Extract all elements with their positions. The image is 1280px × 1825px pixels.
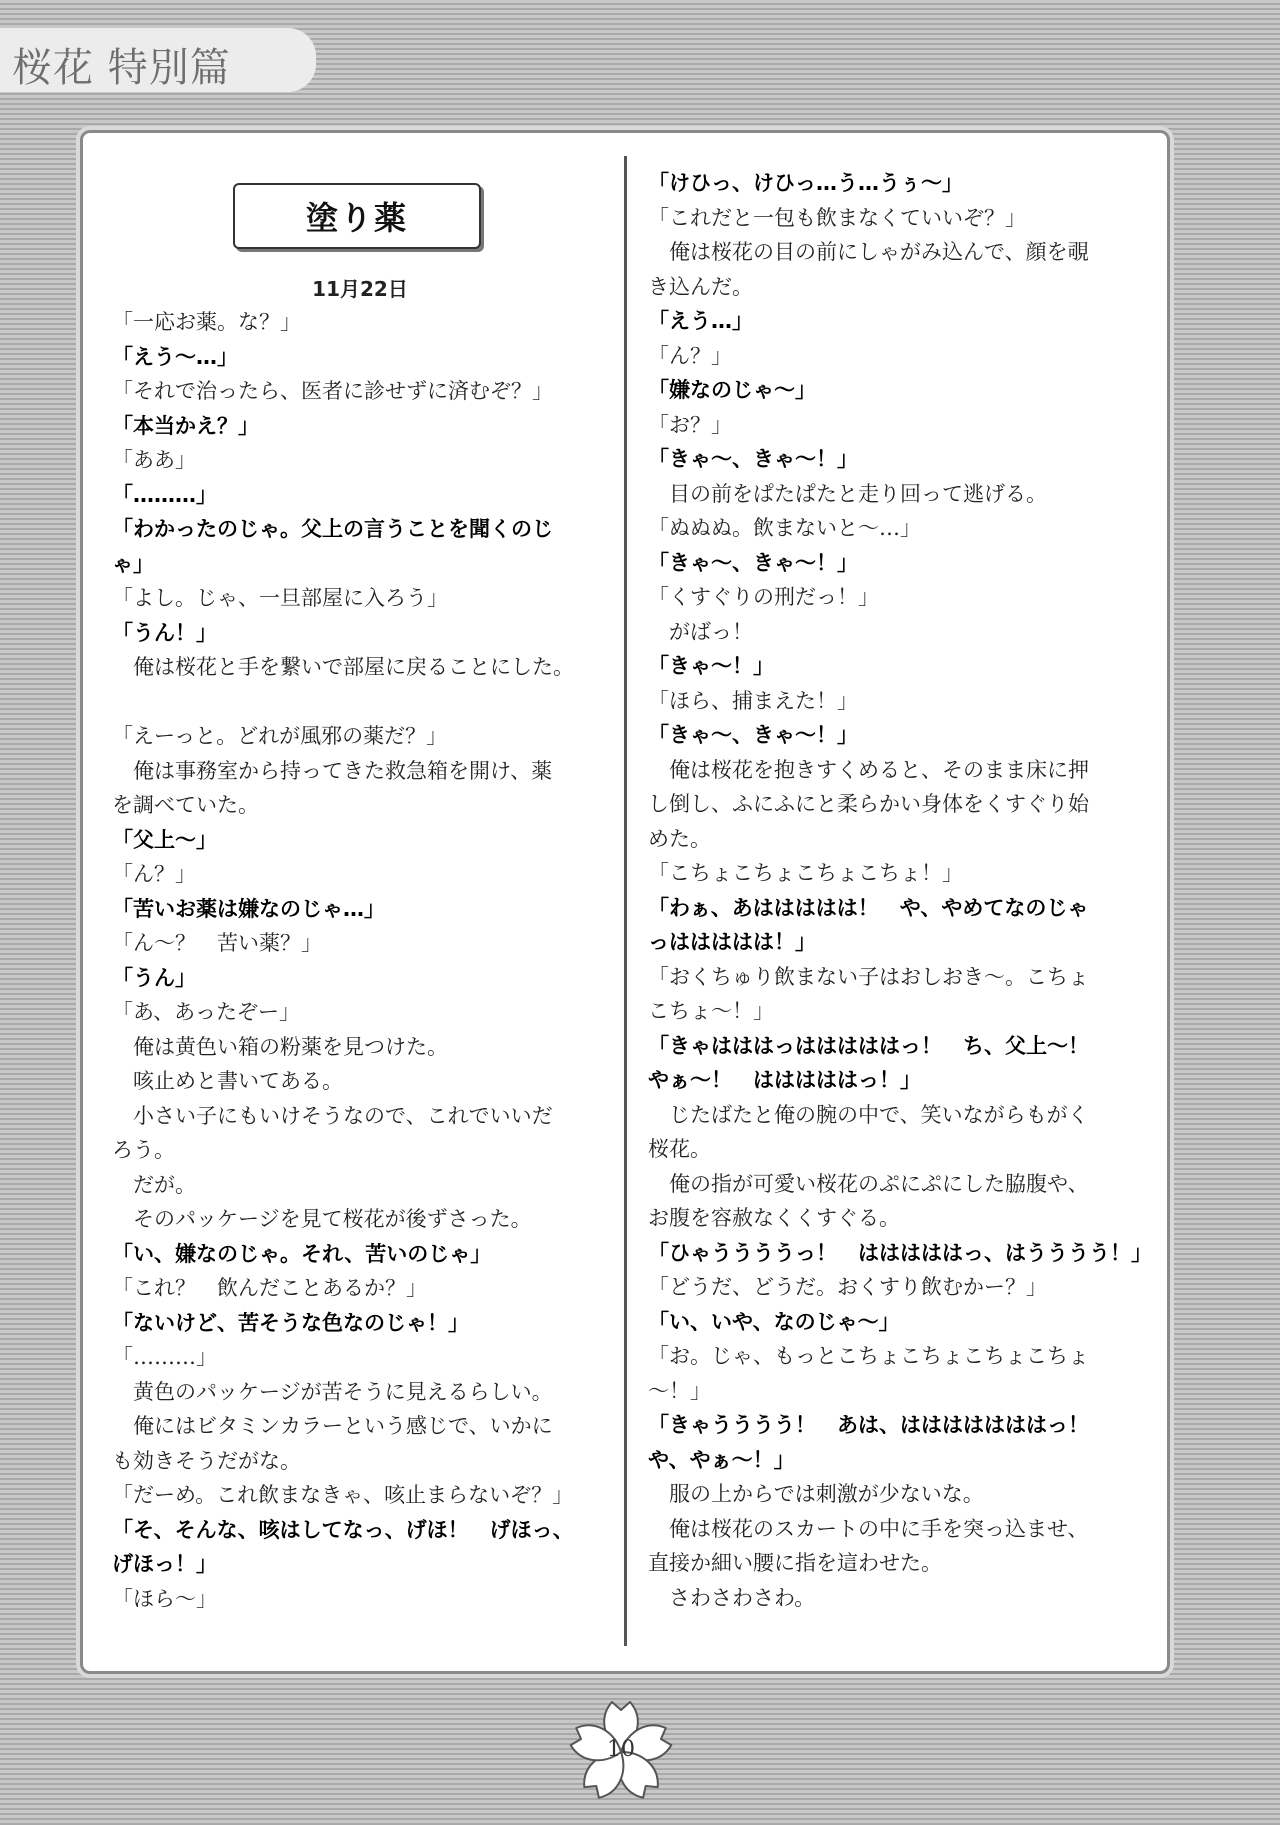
dialogue-line: っははははは！」 (648, 930, 816, 954)
text-line: 「こちょこちょこちょこちょ！」 (648, 861, 963, 885)
text-line: 「どうだ、どうだ。おくすり飲むかー？」 (648, 1275, 1047, 1299)
text-line: 咳止めと書いてある。 (112, 1069, 343, 1093)
dialogue-line: 「うん」 (112, 965, 196, 990)
text-line: 「これだと一包も飲まなくていいぞ？」 (648, 205, 1026, 230)
text-line: 「ああ」 (112, 448, 196, 472)
text-line: き込んだ。 (648, 274, 753, 299)
text-line: 「お？」 (648, 412, 732, 437)
text-line: 小さい子にもいけそうなので、これでいいだ (112, 1103, 553, 1128)
text-line: 俺の指が可愛い桜花のぷにぷにした脇腹や、 (648, 1171, 1089, 1196)
text-line: 「えーっと。どれが風邪の薬だ？」 (112, 724, 448, 748)
text-line: 俺は桜花を抱きすくめると、そのまま床に押 (648, 757, 1089, 782)
text-line: 俺は黄色い箱の粉薬を見つけた。 (112, 1034, 448, 1059)
dialogue-line: 「きゃ〜、きゃ〜！」 (648, 723, 858, 747)
dialogue-line: 「嫌なのじゃ〜」 (648, 378, 816, 402)
page-number: 10 (607, 1737, 635, 1762)
text-line: 俺にはビタミンカラーという感じで、いかに (112, 1414, 553, 1438)
text-line: ろう。 (112, 1138, 175, 1162)
dialogue-line: 「そ、そんな、咳はしてなっ、げほ！ げほっ、 (112, 1517, 574, 1542)
chapter-title-box (233, 183, 481, 249)
text-line: 目の前をぱたぱたと走り回って逃げる。 (648, 481, 1047, 506)
text-column-left (112, 305, 612, 1616)
text-line: し倒し、ふにふにと柔らかい身体をくすぐり始 (648, 792, 1089, 816)
dialogue-line: 「えう…」 (648, 309, 753, 333)
column-divider (624, 156, 627, 1646)
dialogue-line: 「ひゃううううっ！ はははははっ、はうううう！」 (648, 1240, 1152, 1265)
text-line: 〜！」 (648, 1378, 711, 1403)
dialogue-line: げほっ！」 (112, 1552, 217, 1576)
dialogue-line: 「苦いお薬は嫌なのじゃ…」 (112, 896, 385, 921)
dialogue-line: 「い、いや、なのじゃ〜」 (648, 1309, 900, 1334)
dialogue-line: や、やぁ〜！」 (648, 1447, 795, 1472)
text-line: も効きそうだがな。 (112, 1448, 301, 1473)
dialogue-line: 「本当かえ？」 (112, 413, 259, 438)
dialogue-line: 「きゃ〜、きゃ〜！」 (648, 447, 858, 471)
dialogue-line: 「えう〜…」 (112, 344, 238, 369)
dialogue-line: 「わかったのじゃ。父上の言うことを聞くのじ (112, 517, 553, 541)
text-line: 俺は桜花の目の前にしゃがみ込んで、顔を覗 (648, 240, 1089, 264)
text-line: 「よし。じゃ、一旦部屋に入ろう」 (112, 586, 448, 610)
text-line: そのパッケージを見て桜花が後ずさった。 (112, 1207, 532, 1231)
text-line: お腹を容赦なくくすぐる。 (648, 1206, 900, 1230)
page-header-title: 桜花 特別篇 (12, 45, 231, 91)
text-line: 「お。じゃ、もっとこちょこちょこちょこちょ (648, 1344, 1089, 1368)
text-line: 俺は事務室から持ってきた救急箱を開け、薬 (112, 758, 553, 783)
dialogue-line: 「い、嫌なのじゃ。それ、苦いのじゃ」 (112, 1241, 492, 1266)
dialogue-line: 「………」 (112, 482, 217, 507)
dialogue-line: 「父上〜」 (112, 827, 217, 852)
text-line: 「それで治ったら、医者に診せずに済むぞ？」 (112, 379, 553, 403)
text-line: 「あ、あったぞー」 (112, 1000, 300, 1024)
text-line: を調べていた。 (112, 793, 259, 817)
text-line: 「これ？ 飲んだことあるか？」 (112, 1276, 427, 1300)
chapter-date: 11月22日 (312, 277, 408, 301)
text-line: 「だーめ。これ飲まなきゃ、咳止まらないぞ？」 (112, 1483, 574, 1507)
text-line: 「ん？」 (112, 862, 196, 886)
dialogue-line: 「きゃうううう！ あは、はははははははっ！ (648, 1413, 1089, 1437)
text-line: 俺は桜花のスカートの中に手を突っ込ませ、 (648, 1516, 1089, 1541)
dialogue-line: 「きゃ〜、きゃ〜！」 (648, 550, 858, 575)
text-line: 「くすぐりの刑だっ！」 (648, 585, 879, 609)
dialogue-line: 「けひっ、けひっ…う…うぅ〜」 (648, 171, 963, 195)
text-line: がばっ！ (648, 619, 753, 644)
dialogue-line: 「ないけど、苦そうな色なのじゃ！」 (112, 1310, 469, 1335)
text-line: 「ん〜？ 苦い薬？」 (112, 931, 322, 955)
text-line: さわさわさわ。 (648, 1585, 816, 1610)
text-line: めた。 (648, 826, 711, 851)
text-line (112, 685, 612, 720)
text-column-right (648, 166, 1152, 1615)
dialogue-line: ゃ」 (112, 551, 154, 576)
text-line: 俺は桜花と手を繋いで部屋に戻ることにした。 (112, 655, 574, 679)
text-line: 「一応お薬。な？」 (112, 310, 301, 334)
chapter-title: 塗り薬 (305, 199, 408, 237)
text-line: 桜花。 (648, 1137, 711, 1161)
text-line: こちょ〜！」 (648, 999, 774, 1023)
dialogue-line: やぁ〜！ はははははっ！」 (648, 1068, 921, 1092)
text-line: 「………」 (112, 1345, 217, 1369)
text-line: 直接か細い腰に指を這わせた。 (648, 1551, 942, 1575)
dialogue-line: 「きゃ〜！」 (648, 654, 774, 678)
dialogue-line: 「うん！」 (112, 620, 217, 645)
text-line: 「おくちゅり飲まない子はおしおき〜。こちょ (648, 964, 1089, 989)
dialogue-line: 「きゃはははっはははははっ！ ち、父上〜！ (648, 1033, 1089, 1058)
text-line: 服の上からでは刺激が少ないな。 (648, 1482, 984, 1506)
text-line: じたばたと俺の腕の中で、笑いながらもがく (648, 1102, 1089, 1127)
text-line: だが。 (112, 1172, 196, 1197)
text-line: 黄色のパッケージが苦そうに見えるらしい。 (112, 1379, 553, 1404)
text-line: 「ほら、捕まえた！」 (648, 688, 858, 713)
text-line: 「ん？」 (648, 343, 732, 368)
text-line: 「ほら〜」 (112, 1586, 217, 1611)
dialogue-line: 「わぁ、あははははは！ や、やめてなのじゃ (648, 895, 1089, 920)
text-line: 「ぬぬぬ。飲まないと〜…」 (648, 516, 921, 540)
